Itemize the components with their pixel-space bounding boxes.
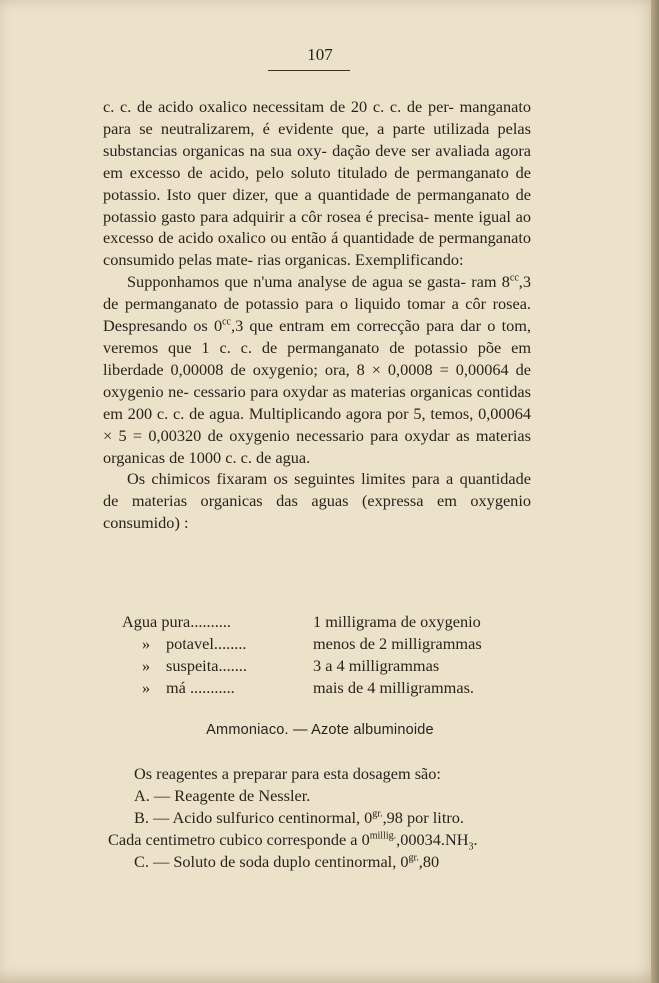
reagents-intro: Os reagentes a preparar para esta dosagem são: [134, 764, 441, 783]
page-edge [651, 0, 659, 983]
header-rule [268, 70, 350, 71]
reagent-b-equivalence: Cada centimetro cubico corresponde a $0^{millig.},00034.NH_3$. [108, 830, 478, 853]
list-item: » potavel........ menos de 2 milligrammas [142, 634, 482, 653]
reagent-a: A. — Reagente de Nessler. [134, 786, 311, 805]
reagent-b: B. — Acido sulfurico centinormal, $0^{gr.},98$ por litro. [134, 808, 464, 827]
paragraph-3: Os chimicos fixaram os seguintes limites para a quantidade de materias organicas das aguas (expressa em oxygenio consumido) : [103, 469, 532, 533]
reagents-section [108, 763, 538, 873]
paragraph-1: c. c. de acido oxalico necessitam de 20 c. c. de per- manganato para se neutralizarem, é evidente que, a parte utilizada pelas substancias organicas na sua oxy- dação deve ser avaliada agora em excesso de acido, pelo soluto titulado de permanganato de potassio. Isto quer dizer, que a quantidade de permanganato de potassio gasto para adquirir a côr rosea é precisa- mente igual ao excesso de acido oxalico ou então á quantidade de permanganato consumido pelas mate- rias organicas. Exemplificando: [103, 97, 532, 270]
page-number: 107 [307, 45, 333, 64]
limits-list [122, 611, 542, 699]
reagent-c: C. — Soluto de soda duplo centinormal, $0^{gr.},80$ [134, 852, 440, 871]
paragraph-2: Supponhamos que n'uma analyse de agua se gasta- ram $8^{cc},3$ de permanganato de potassio para o liquido tomar a côr rosea. Despresando os $0^{cc},3$ que entram em correcção para dar o tom, veremos que 1 c. c. de permanganato de potassio põe em liberdade 0,00008 de oxygenio; ora, 8 × 0,0008 = 0,00064 de oxygenio ne- cessario para oxydar as materias organicas contidas em 200 c. c. de agua. Multiplicando agora por 5, temos, 0,00064 × 5 = 0,00320 de oxygenio necessario para oxydar as materias organicas de 1000 c. c. de agua. [103, 272, 532, 467]
list-item: » má ........... mais de 4 milligrammas. [142, 678, 474, 697]
list-item: » suspeita....... 3 a 4 milligrammas [142, 656, 440, 675]
list-item: Agua pura.......... 1 milligrama de oxygenio [122, 612, 481, 631]
section-heading: Ammoniaco. — Azote albuminoide [206, 722, 434, 738]
body-text [103, 96, 531, 534]
